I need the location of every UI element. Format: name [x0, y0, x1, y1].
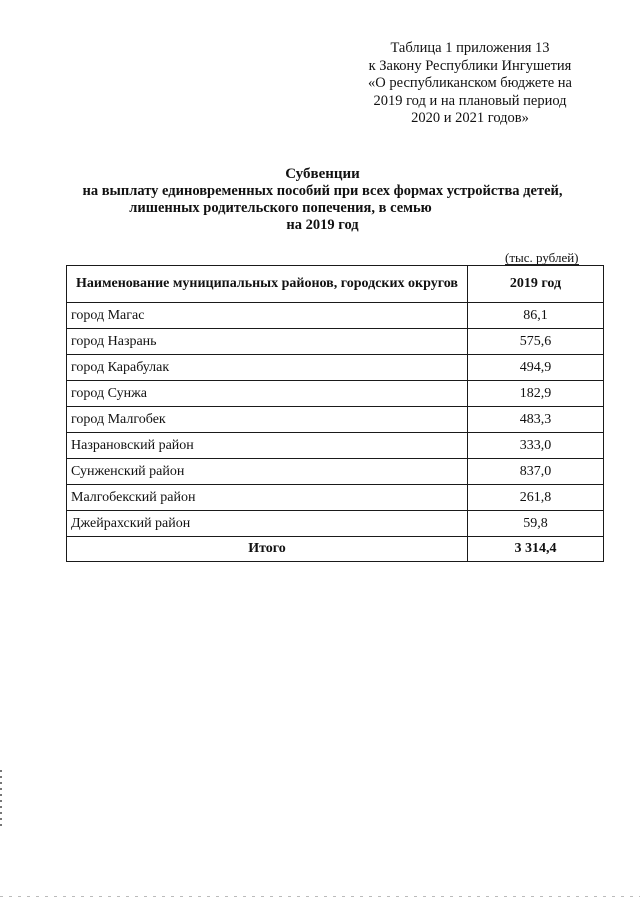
document-title: [40, 166, 605, 234]
table-total-row: [67, 537, 604, 562]
subsidy-table: [66, 265, 604, 562]
title-line: на 2019 год: [286, 217, 359, 233]
header-line: к Закону Республики Ингушетия: [368, 57, 572, 74]
row-name: город Карабулак: [67, 355, 468, 381]
row-name: Джейрахский район: [67, 511, 468, 537]
row-name: город Малгобек: [67, 407, 468, 433]
table-row: [67, 485, 604, 511]
table-header-row: [67, 266, 604, 303]
units-label: (тыс. рублей): [505, 250, 579, 265]
row-name: Назрановский район: [67, 433, 468, 459]
table-row: [67, 329, 604, 355]
row-value: 333,0: [468, 433, 604, 459]
table-row: [67, 303, 604, 329]
header-line: 2019 год и на плановый период: [373, 92, 567, 109]
row-name: город Сунжа: [67, 381, 468, 407]
scan-edge-mark: [0, 896, 640, 897]
title-line: на выплату единовременных пособий при всех формах устройства детей,: [82, 183, 563, 199]
appendix-header: [345, 40, 595, 128]
total-label: Итого: [67, 537, 468, 562]
table-row: [67, 511, 604, 537]
row-name: город Магас: [67, 303, 468, 329]
row-value: 483,3: [468, 407, 604, 433]
total-value: 3 314,4: [468, 537, 604, 562]
table-row: [67, 381, 604, 407]
header-line: Таблица 1 приложения 13: [390, 40, 550, 56]
row-value: 59,8: [468, 511, 604, 537]
column-header-name: Наименование муниципальных районов, городских округов: [67, 266, 468, 303]
title-line: лишенных родительского попечения, в семью: [129, 200, 432, 216]
header-line: 2020 и 2021 годов»: [411, 110, 529, 126]
scan-edge-mark: [0, 770, 2, 830]
row-value: 261,8: [468, 485, 604, 511]
row-value: 837,0: [468, 459, 604, 485]
table-row: [67, 459, 604, 485]
title-main: Субвенции: [285, 166, 360, 182]
row-value: 182,9: [468, 381, 604, 407]
row-value: 494,9: [468, 355, 604, 381]
table-row: [67, 407, 604, 433]
header-line: «О республиканском бюджете на: [368, 75, 572, 91]
table-row: [67, 355, 604, 381]
row-name: город Назрань: [67, 329, 468, 355]
row-name: Сунженский район: [67, 459, 468, 485]
row-value: 575,6: [468, 329, 604, 355]
table-row: [67, 433, 604, 459]
column-header-year: 2019 год: [468, 266, 604, 303]
row-name: Малгобекский район: [67, 485, 468, 511]
row-value: 86,1: [468, 303, 604, 329]
